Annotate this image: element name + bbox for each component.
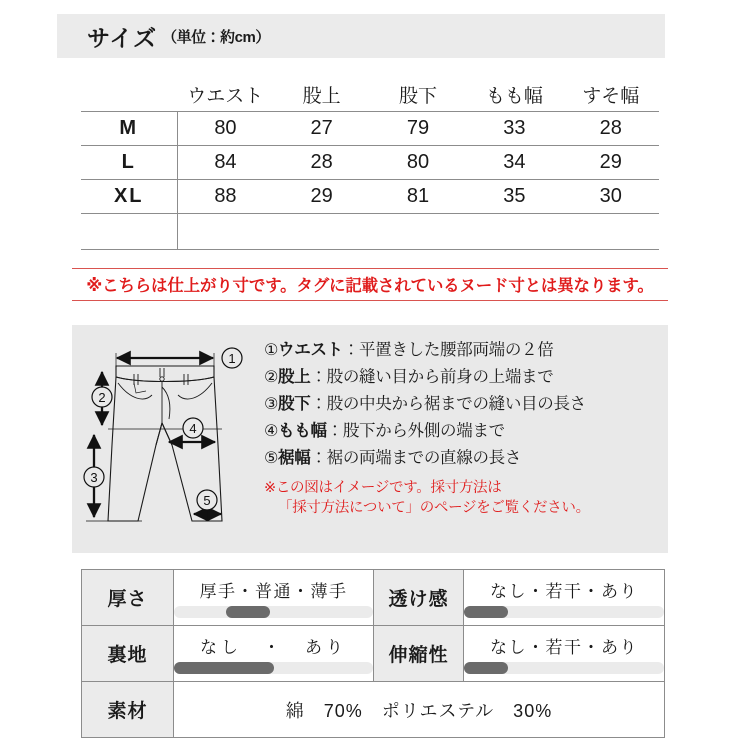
measurement-diagram-section [72, 325, 668, 553]
diagram-disclaimer-line1: ※この図はイメージです。採寸方法は [264, 480, 502, 496]
legend-number: ① [264, 342, 279, 359]
attr-options-lining: なし ・ あり [200, 638, 347, 657]
col-header-waist: ウエスト [187, 86, 264, 107]
legend-number: ④ [264, 423, 279, 440]
cell-hem: 29 [599, 151, 622, 173]
page-title: サイズ [87, 24, 158, 51]
cell-waist: 84 [214, 151, 237, 173]
list-item [264, 391, 668, 418]
cell-rise: 29 [310, 185, 333, 207]
size-table [81, 78, 659, 250]
cell-inseam: 79 [406, 117, 430, 139]
attr-value-sheerness [464, 570, 665, 626]
cell-thigh: 34 [503, 151, 526, 173]
cell-rise: 27 [310, 117, 333, 139]
slider-pill [174, 662, 274, 674]
list-item [264, 418, 668, 445]
callout-2: 2 [98, 390, 106, 405]
attr-options-thickness: 厚手・普通・薄手 [199, 582, 348, 601]
cell-rise: 28 [310, 151, 333, 173]
legend-desc: ：平置きした腰部両端の２倍 [342, 341, 554, 359]
finished-size-warning: ※こちらは仕上がり寸です。タグに記載されているヌード寸とは異なります。 [72, 268, 668, 301]
cell-waist: 88 [214, 185, 237, 207]
attr-value-lining [174, 626, 374, 682]
legend-number: ③ [264, 396, 279, 413]
attribute-table [81, 569, 665, 738]
attr-label-thickness: 厚さ [82, 570, 174, 626]
cell-thigh: 33 [503, 117, 526, 139]
cell-hem: 28 [599, 117, 622, 139]
attr-value-stretch [464, 626, 665, 682]
col-header-hem: すそ幅 [582, 86, 640, 107]
col-header-inseam: 股下 [398, 86, 437, 107]
legend-desc: ：股の中央から裾までの縫い目の長さ [310, 395, 586, 413]
cell-waist: 80 [214, 117, 237, 139]
legend-term: 裾幅 [278, 449, 311, 467]
legend-desc: ：裾の両端までの直線の長さ [310, 449, 522, 467]
cell-inseam: 80 [406, 151, 430, 173]
callout-4: 4 [189, 421, 197, 436]
attr-label-lining: 裏地 [82, 626, 174, 682]
callout-3: 3 [90, 470, 98, 485]
unit-note: （単位：約cm） [162, 28, 270, 46]
legend-term: 股上 [278, 368, 311, 386]
col-header-size [81, 78, 177, 112]
table-row [82, 570, 665, 626]
attr-label-stretch: 伸縮性 [374, 626, 464, 682]
legend-number: ② [264, 369, 279, 386]
table-row [82, 626, 665, 682]
attr-label-sheerness: 透け感 [374, 570, 464, 626]
slider-sheerness [464, 606, 664, 618]
slider-lining [174, 662, 373, 674]
empty-cell [81, 214, 177, 250]
cell-thigh: 35 [503, 185, 526, 207]
slider-thickness [174, 606, 373, 618]
list-item [264, 445, 668, 472]
empty-cell [177, 214, 659, 250]
list-item [264, 364, 668, 391]
table-row [81, 112, 659, 146]
slider-pill [226, 606, 270, 618]
attr-options-sheerness: なし・若干・あり [490, 582, 638, 601]
cell-hem: 30 [599, 185, 622, 207]
attr-label-material: 素材 [82, 682, 174, 738]
measurement-legend [260, 325, 668, 553]
row-size-label: XL [81, 180, 177, 214]
callout-5: 5 [203, 493, 211, 508]
row-size-label: M [81, 112, 177, 146]
diagram-disclaimer [264, 478, 668, 518]
diagram-disclaimer-line2: 「採寸方法について」のページをご覧ください。 [278, 500, 590, 516]
callout-1: 1 [228, 351, 236, 366]
table-row [81, 180, 659, 214]
pants-diagram [72, 325, 260, 553]
row-size-label: L [81, 146, 177, 180]
legend-desc: ：股下から外側の端まで [326, 422, 505, 440]
table-row [81, 146, 659, 180]
slider-stretch [464, 662, 664, 674]
legend-desc: ：股の縫い目から前身の上端まで [310, 368, 554, 386]
size-table-header-row [81, 78, 659, 112]
cell-inseam: 81 [406, 185, 430, 207]
attr-value-thickness [174, 570, 374, 626]
legend-term: 股下 [278, 395, 311, 413]
slider-pill [464, 662, 508, 674]
legend-term: ウエスト [278, 341, 343, 359]
attr-options-stretch: なし・若干・あり [490, 638, 638, 657]
pants-illustration-svg [72, 325, 260, 553]
col-header-rise: 股上 [302, 86, 341, 107]
table-row-empty [81, 214, 659, 250]
table-row [82, 682, 665, 738]
legend-term: もも幅 [278, 422, 327, 440]
attr-value-material: 綿 70% ポリエステル 30% [174, 682, 665, 738]
legend-number: ⑤ [264, 450, 279, 467]
size-section-header [57, 14, 665, 58]
col-header-thigh: もも幅 [485, 86, 543, 107]
slider-pill [464, 606, 508, 618]
list-item [264, 337, 668, 364]
